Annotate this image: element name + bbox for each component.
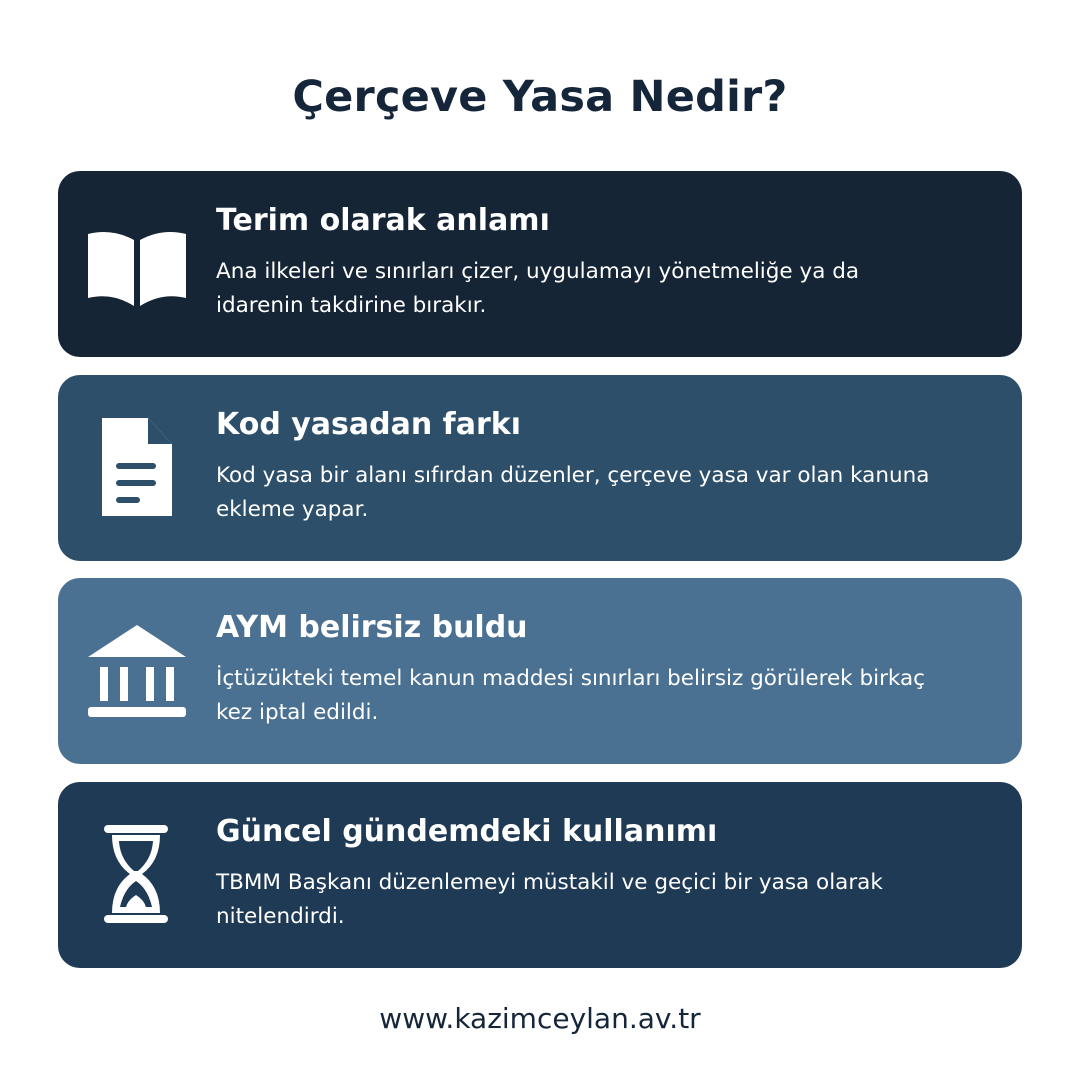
card-text: Kod yasa bir alanı sıfırdan düzenler, çerçeve yasa var olan kanuna ekleme yapar. bbox=[216, 463, 930, 522]
card-code-law-difference bbox=[58, 375, 1022, 561]
card-heading: Kod yasadan farkı bbox=[216, 407, 521, 442]
card-constitutional-court bbox=[58, 578, 1022, 764]
card-heading: Güncel gündemdeki kullanımı bbox=[216, 814, 718, 849]
page-title: Çerçeve Yasa Nedir? bbox=[292, 72, 788, 122]
courthouse-icon bbox=[86, 621, 188, 721]
website-url[interactable]: www.kazimceylan.av.tr bbox=[379, 1002, 701, 1035]
card-text: Ana ilkeleri ve sınırları çizer, uygulamayı yönetmeliğe ya da idarenin takdirine bırakır. bbox=[216, 259, 860, 318]
card-text: İçtüzükteki temel kanun maddesi sınırları belirsiz görülerek birkaç kez iptal edildi. bbox=[216, 666, 925, 725]
hourglass-icon bbox=[86, 825, 188, 925]
open-book-icon bbox=[86, 214, 188, 314]
card-text: TBMM Başkanı düzenlemeyi müstakil ve geçici bir yasa olarak nitelendirdi. bbox=[216, 870, 883, 929]
card-heading: AYM belirsiz buldu bbox=[216, 610, 528, 645]
document-icon bbox=[86, 418, 188, 518]
card-heading: Terim olarak anlamı bbox=[216, 203, 550, 238]
card-current-usage bbox=[58, 782, 1022, 968]
card-term-meaning bbox=[58, 171, 1022, 357]
